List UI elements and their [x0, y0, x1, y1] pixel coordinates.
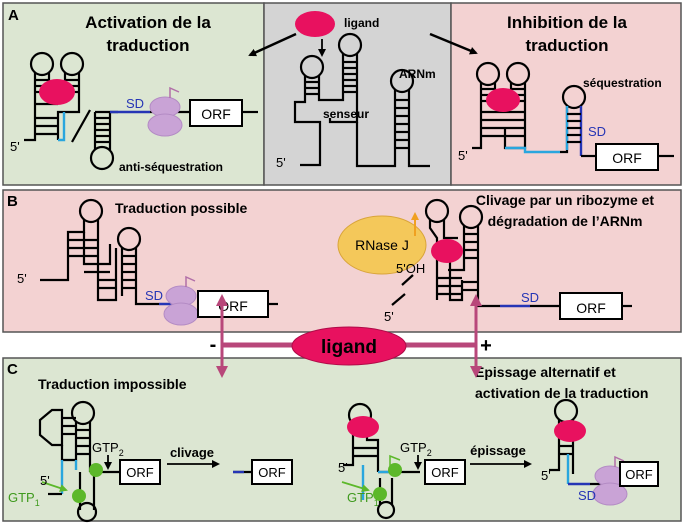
arnm-label: ARNm	[399, 67, 436, 81]
inhibition-sd-label: SD	[588, 124, 607, 139]
spliced-orf-label: ORF	[625, 467, 653, 482]
traduction-orf-label: ORF	[218, 298, 248, 314]
inhibition-five-prime: 5'	[458, 148, 468, 163]
traduction-sd-label: SD	[145, 288, 164, 303]
activation-title-line1: Activation de la	[85, 13, 211, 32]
ligand-bound-icon	[39, 79, 75, 105]
activation-title-line2: traduction	[106, 36, 190, 55]
fragment-five-prime: 5'	[384, 309, 394, 324]
senseur-label: senseur	[323, 107, 370, 121]
panel-b-letter: B	[7, 193, 18, 210]
panel-c	[3, 358, 681, 521]
left-gtp2-label: $GTP_2$	[92, 440, 124, 458]
traduction-impossible-title: Traduction impossible	[38, 376, 187, 392]
right-gtp2-label: $GTP_2$	[400, 440, 432, 458]
five-prime-oh-label: 5'OH	[396, 261, 426, 276]
cleaved-orf-label: ORF	[576, 300, 606, 316]
left-five-prime: 5'	[40, 473, 50, 488]
panel-a-letter: A	[8, 7, 19, 24]
panel-a	[3, 3, 681, 185]
plus-sign: +	[480, 335, 492, 357]
sensor-five-prime: 5'	[276, 155, 286, 170]
spliced-sd-label: SD	[578, 488, 597, 503]
gtp2-site-icon	[89, 463, 103, 477]
traduction-possible-title: Traduction possible	[115, 200, 248, 216]
ligand-splicing-icon	[347, 416, 379, 438]
minus-sign: -	[209, 334, 217, 356]
ligand-bound-inhibition-icon	[486, 88, 520, 112]
activation-five-prime: 5'	[10, 139, 20, 154]
ligand-spliced-icon	[554, 420, 586, 442]
inhibition-title-line1: Inhibition de la	[507, 13, 627, 32]
right-five-prime: 5'	[338, 460, 348, 475]
panel-b	[3, 190, 681, 332]
ligand-ribozyme-icon	[431, 239, 463, 263]
clivage-title-line1: Clivage par un ribozyme et	[475, 192, 655, 208]
rnase-label: RNase J	[355, 237, 409, 253]
clivage-label: clivage	[169, 445, 215, 460]
clivage-title-line2: dégradation de l’ARNm	[487, 213, 643, 229]
panel-c-letter: C	[7, 361, 18, 378]
cleaved-product-orf-label: ORF	[258, 465, 286, 480]
right-gtp1-label: $GTP_1$	[347, 490, 379, 508]
anti-sequestration-label: anti-séquestration	[119, 160, 224, 174]
ligand-label-a: ligand	[344, 16, 380, 30]
sequestration-label: séquestration	[583, 76, 662, 90]
inhibition-orf-label: ORF	[612, 150, 642, 166]
ligand-free-icon	[295, 11, 335, 37]
traduction-five-prime: 5'	[17, 271, 27, 286]
right-orf-label: ORF	[431, 465, 459, 480]
left-orf-label: ORF	[126, 465, 154, 480]
central-ligand-label: ligand	[321, 337, 377, 358]
gtp1-site-icon	[72, 489, 86, 503]
epissage-title-line2: activation de la traduction	[475, 385, 649, 401]
spliced-five-prime: 5'	[541, 468, 551, 483]
cleaved-sd-label: SD	[521, 290, 540, 305]
epissage-label: épissage	[470, 443, 526, 458]
activation-orf-label: ORF	[201, 106, 231, 122]
epissage-title-line1: Epissage alternatif et	[475, 364, 616, 380]
inhibition-title-line2: traduction	[525, 36, 609, 55]
left-gtp1-label: $GTP_1$	[8, 490, 40, 508]
activation-sd-label: SD	[126, 96, 145, 111]
